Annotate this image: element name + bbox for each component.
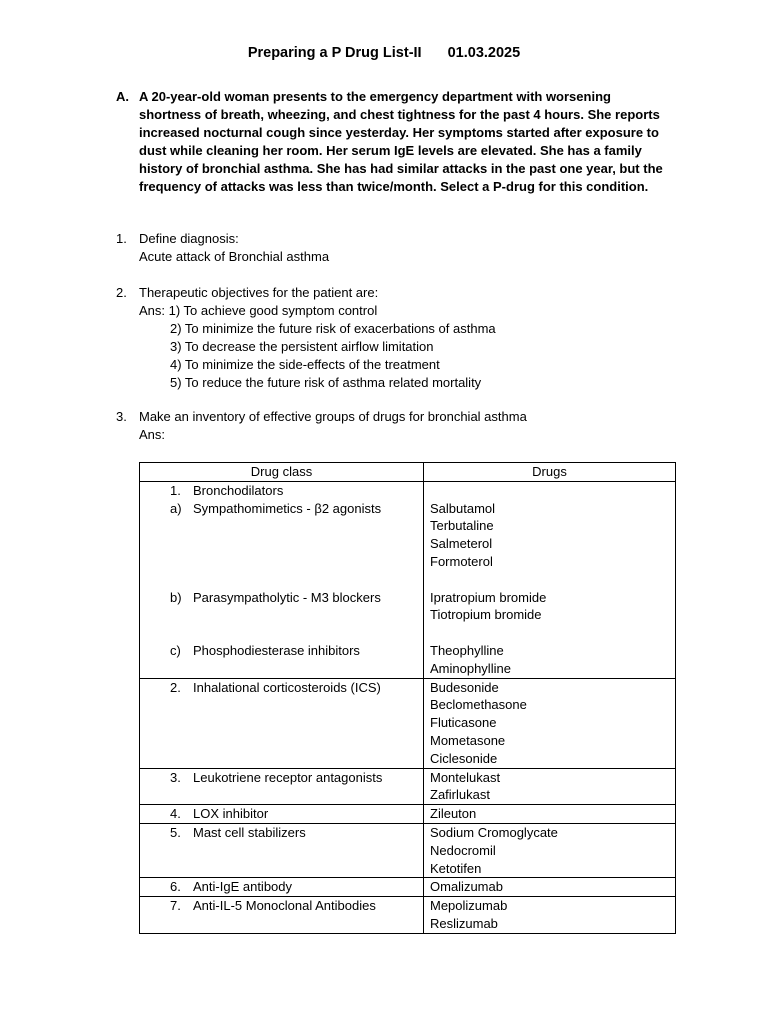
- title-date: 01.03.2025: [447, 45, 521, 61]
- drugs-cell: [424, 805, 676, 824]
- objective-item: 2) To minimize the future risk of exacerbations of asthma: [170, 321, 496, 336]
- subclass-number: b): [170, 589, 182, 605]
- drug-item: Ciclesonide: [430, 750, 498, 766]
- answer-label: Ans:: [139, 427, 166, 442]
- drug-class-cell: [140, 768, 424, 805]
- question-2: [116, 284, 676, 392]
- drug-item: Montelukast: [430, 769, 501, 785]
- question-number: 1.: [116, 231, 127, 246]
- table-row: [140, 805, 676, 824]
- drug-item: Ketotifen: [430, 860, 482, 876]
- drug-table: [139, 462, 676, 934]
- class-label: Bronchodilators: [193, 482, 284, 498]
- drug-item: Reslizumab: [430, 915, 498, 931]
- case-label: A.: [116, 89, 129, 104]
- class-number: 6.: [170, 879, 181, 895]
- drug-class-cell: [140, 878, 424, 897]
- drug-item: Theophylline: [430, 642, 504, 658]
- class-number: 1.: [170, 482, 181, 498]
- question-text: Define diagnosis:: [139, 231, 239, 246]
- column-header-drugs: Drugs: [424, 463, 676, 482]
- drug-item: Beclomethasone: [430, 697, 527, 713]
- drug-subclass: [140, 642, 423, 660]
- drug-item: Nedocromil: [430, 842, 496, 858]
- drugs-cell: [424, 768, 676, 805]
- objective-item: 4) To minimize the side-effects of the treatment: [170, 357, 440, 372]
- drug-class-heading: [140, 482, 423, 500]
- table-header-row: [140, 463, 676, 482]
- objective-item: 5) To reduce the future risk of asthma related mortality: [170, 375, 482, 390]
- drug-subclass: [140, 500, 423, 589]
- drug-item: Mepolizumab: [430, 898, 508, 914]
- question-number: 3.: [116, 409, 127, 424]
- question-text: Make an inventory of effective groups of drugs for bronchial asthma: [139, 409, 527, 424]
- drug-item: Salmeterol: [430, 536, 493, 552]
- question-1: [116, 230, 676, 266]
- subclass-label: Parasympatholytic - M3 blockers: [193, 589, 381, 605]
- drug-class-cell: [140, 805, 424, 824]
- subclass-label: Phosphodiesterase inhibitors: [193, 642, 360, 658]
- drugs-cell: [424, 481, 676, 678]
- question-number: 2.: [116, 285, 127, 300]
- class-number: 7.: [170, 898, 181, 914]
- class-label: Inhalational corticosteroids (ICS): [193, 679, 381, 695]
- objective-item: Ans: 1) To achieve good symptom control: [139, 303, 378, 318]
- drug-item: Zileuton: [430, 806, 477, 822]
- drug-item: Budesonide: [430, 679, 499, 695]
- class-number: 2.: [170, 679, 181, 695]
- answer-text: Acute attack of Bronchial asthma: [139, 249, 330, 264]
- drug-class-cell: [140, 897, 424, 934]
- drug-class-cell: [140, 823, 424, 877]
- drug-item: Mometasone: [430, 732, 506, 748]
- drug-item: Ipratropium bromide: [430, 589, 547, 605]
- subclass-number: a): [170, 500, 182, 516]
- drug-item: Terbutaline: [430, 518, 494, 534]
- class-number: 4.: [170, 806, 181, 822]
- class-label: LOX inhibitor: [193, 806, 269, 822]
- objective-item: 3) To decrease the persistent airflow limitation: [170, 339, 434, 354]
- case-section: [116, 88, 676, 196]
- drug-subclass: [140, 589, 423, 642]
- question-3: [116, 408, 676, 444]
- table-row: [140, 768, 676, 805]
- drugs-cell: [424, 678, 676, 768]
- class-number: 3.: [170, 769, 181, 785]
- title-text: Preparing a P Drug List-II: [247, 45, 422, 61]
- subclass-number: c): [170, 642, 181, 658]
- class-number: 5.: [170, 824, 181, 840]
- drug-item: Sodium Cromoglycate: [430, 824, 558, 840]
- question-text: Therapeutic objectives for the patient are:: [139, 285, 379, 300]
- class-label: Anti-IgE antibody: [193, 879, 293, 895]
- drugs-cell: [424, 878, 676, 897]
- column-header-drug-class: Drug class: [140, 463, 424, 482]
- page-title: [0, 45, 768, 61]
- drugs-cell: [424, 823, 676, 877]
- table-row: [140, 481, 676, 678]
- table-row: [140, 678, 676, 768]
- drug-item: Fluticasone: [430, 715, 497, 731]
- subclass-label: Sympathomimetics - β2 agonists: [193, 500, 382, 516]
- class-label: Leukotriene receptor antagonists: [193, 769, 383, 785]
- table-row: [140, 823, 676, 877]
- table-row: [140, 878, 676, 897]
- table-row: [140, 897, 676, 934]
- drug-item: Omalizumab: [430, 879, 503, 895]
- drug-item: Formoterol: [430, 553, 493, 569]
- drug-item: Aminophylline: [430, 660, 511, 676]
- drug-item: Zafirlukast: [430, 787, 490, 803]
- drug-item: Salbutamol: [430, 500, 496, 516]
- drug-class-cell: [140, 678, 424, 768]
- class-label: Anti-IL-5 Monoclonal Antibodies: [193, 898, 376, 914]
- class-label: Mast cell stabilizers: [193, 824, 306, 840]
- drug-item: Tiotropium bromide: [430, 607, 542, 623]
- drugs-cell: [424, 897, 676, 934]
- drug-class-cell: [140, 481, 424, 678]
- case-text: A 20-year-old woman presents to the emergency department with worsening shortness of breath, wheezing, and chest tightness for the past 4 hours. She reports increased nocturnal cough since yesterday. Her symptoms started after exposure to dust while cleaning her room. Her serum IgE levels are elevated. She has a family history of bronchial asthma. She has had similar attacks in the past one year, but the frequency of attacks was less than twice/month. Select a P-drug for this condition.: [139, 89, 663, 194]
